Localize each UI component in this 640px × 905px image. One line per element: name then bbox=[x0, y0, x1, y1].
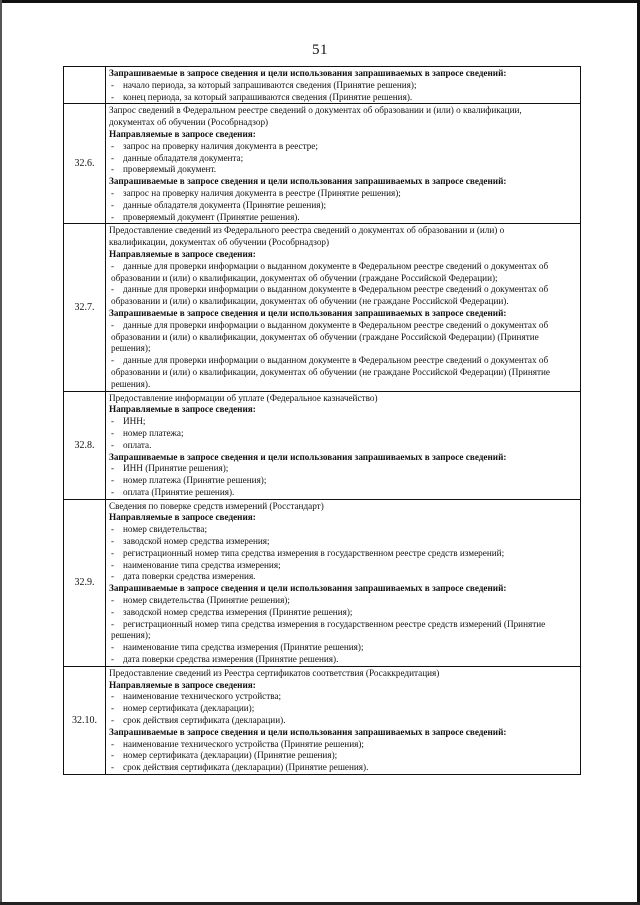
list-item: - регистрационный номер типа средства измерения в государственном реестре средств измерений; bbox=[111, 547, 505, 558]
sent-heading: Направляемые в запросе сведения: bbox=[109, 128, 256, 139]
row-number: 32.6. bbox=[64, 104, 106, 224]
row-title: Предоставление сведений из Федерального реестра сведений о документах об образовании и (или) о bbox=[109, 225, 505, 236]
row-content bbox=[106, 104, 581, 224]
list-item: - оплата. bbox=[111, 439, 152, 450]
list-item: - ИНН; bbox=[111, 416, 146, 427]
row-number bbox=[64, 67, 106, 104]
list-item: - проверяемый документ. bbox=[111, 164, 217, 175]
requested-heading: Запрашиваемые в запросе сведения и цели использования запрашиваемых в запросе сведений: bbox=[109, 176, 507, 187]
list-item: - срок действия сертификата (декларации). bbox=[111, 715, 286, 726]
list-item: - конец периода, за который запрашиваются сведения (Принятие решения). bbox=[111, 91, 413, 102]
requested-heading: Запрашиваемые в запросе сведения и цели использования запрашиваемых в запросе сведений: bbox=[109, 68, 507, 78]
list-item: - дата поверки средства измерения. bbox=[111, 571, 256, 582]
row-number: 32.9. bbox=[64, 499, 106, 666]
row-title: Запрос сведений в Федеральном реестре сведений о документах об образовании и (или) о квалификации, bbox=[109, 105, 522, 116]
requests-table bbox=[63, 66, 581, 775]
table-row-continuation bbox=[64, 67, 581, 104]
list-item: - наименование типа средства измерения; bbox=[111, 559, 281, 570]
row-number: 32.7. bbox=[64, 224, 106, 391]
list-item: - данные для проверки информации о выданном документе в Федеральном реестре сведений о документах об образовании и (или) о квалификации, документах об обучении (граждане Российской Федерации); bbox=[111, 260, 549, 283]
list-item: - номер платежа (Принятие решения); bbox=[111, 475, 267, 486]
row-title: Предоставление сведений из Реестра сертификатов соответствия (Росаккредитация) bbox=[109, 667, 440, 678]
list-item: - регистрационный номер типа средства измерения в государственном реестре средств измерений (Принятие решения); bbox=[111, 618, 546, 641]
list-item: - номер свидетельства (Принятие решения); bbox=[111, 595, 290, 606]
list-item: - ИНН (Принятие решения); bbox=[111, 463, 229, 474]
list-item: - заводской номер средства измерения; bbox=[111, 536, 270, 547]
scan-border-left bbox=[0, 0, 2, 905]
list-item: - номер сертификата (декларации); bbox=[111, 703, 255, 714]
row-number: 32.8. bbox=[64, 391, 106, 499]
table-row-32-10 bbox=[64, 666, 581, 774]
row-content bbox=[106, 391, 581, 499]
table-row-32-7 bbox=[64, 224, 581, 391]
requested-heading: Запрашиваемые в запросе сведения и цели использования запрашиваемых в запросе сведений: bbox=[109, 307, 507, 318]
sent-heading: Направляемые в запросе сведения: bbox=[109, 679, 256, 690]
row-content bbox=[106, 224, 581, 391]
scan-border-top bbox=[0, 0, 640, 3]
list-item: - номер сертификата (декларации) (Принятие решения); bbox=[111, 750, 338, 761]
sent-heading: Направляемые в запросе сведения: bbox=[109, 404, 256, 415]
requested-heading: Запрашиваемые в запросе сведения и цели использования запрашиваемых в запросе сведений: bbox=[109, 583, 507, 594]
row-number: 32.10. bbox=[64, 666, 106, 774]
sent-heading: Направляемые в запросе сведения: bbox=[109, 512, 256, 523]
list-item: - данные обладателя документа; bbox=[111, 152, 244, 163]
list-item: - запрос на проверку наличия документа в реестре; bbox=[111, 140, 318, 151]
list-item: - дата поверки средства измерения (Принятие решения). bbox=[111, 654, 339, 665]
list-item: - запрос на проверку наличия документа в реестре (Принятие решения); bbox=[111, 187, 401, 198]
table-row-32-8 bbox=[64, 391, 581, 499]
list-item: - оплата (Принятие решения). bbox=[111, 486, 235, 497]
list-item: - номер платежа; bbox=[111, 427, 184, 438]
list-item: - данные обладателя документа (Принятие решения); bbox=[111, 199, 327, 210]
list-item: - наименование технического устройства (Принятие решения); bbox=[111, 738, 364, 749]
list-item: - данные для проверки информации о выданном документе в Федеральном реестре сведений о документах об образовании и (или) о квалификации, документах об обучении (не граждане Российской Федерации) (Принятие решения). bbox=[111, 355, 551, 389]
row-title: Предоставление информации об уплате (Федеральное казначейство) bbox=[109, 392, 378, 403]
list-item: - срок действия сертификата (декларации) (Принятие решения). bbox=[111, 762, 369, 773]
list-item: - номер свидетельства; bbox=[111, 524, 208, 535]
sent-heading: Направляемые в запросе сведения: bbox=[109, 248, 256, 259]
row-content bbox=[106, 67, 581, 104]
page-number: 51 bbox=[312, 42, 328, 58]
list-item: - наименование типа средства измерения (Принятие решения); bbox=[111, 642, 364, 653]
list-item: - наименование технического устройства; bbox=[111, 691, 282, 702]
row-title: квалификации, документах об обучении (Рособрнадзор) bbox=[109, 237, 330, 248]
row-content bbox=[106, 666, 581, 774]
list-item: - данные для проверки информации о выданном документе в Федеральном реестре сведений о документах об образовании и (или) о квалификации, документах об обучении (не граждане Российской Федерации). bbox=[111, 284, 549, 307]
row-content bbox=[106, 499, 581, 666]
row-title: Сведения по поверке средств измерений (Росстандарт) bbox=[109, 500, 324, 511]
table-row-32-6 bbox=[64, 104, 581, 224]
requested-heading: Запрашиваемые в запросе сведения и цели использования запрашиваемых в запросе сведений: bbox=[109, 451, 507, 462]
row-title: документах об обучении (Рособрнадзор) bbox=[109, 117, 269, 128]
requested-heading: Запрашиваемые в запросе сведения и цели использования запрашиваемых в запросе сведений: bbox=[109, 726, 507, 737]
list-item: - проверяемый документ (Принятие решения). bbox=[111, 211, 300, 222]
list-item: - данные для проверки информации о выданном документе в Федеральном реестре сведений о документах об образовании и (или) о квалификации, документах об обучении (граждане Российской Федерации) (Принятие решения); bbox=[111, 319, 549, 354]
list-item: - заводской номер средства измерения (Принятие решения); bbox=[111, 606, 353, 617]
list-item: - начало периода, за который запрашиваются сведения (Принятие решения); bbox=[111, 79, 417, 90]
table-row-32-9 bbox=[64, 499, 581, 666]
